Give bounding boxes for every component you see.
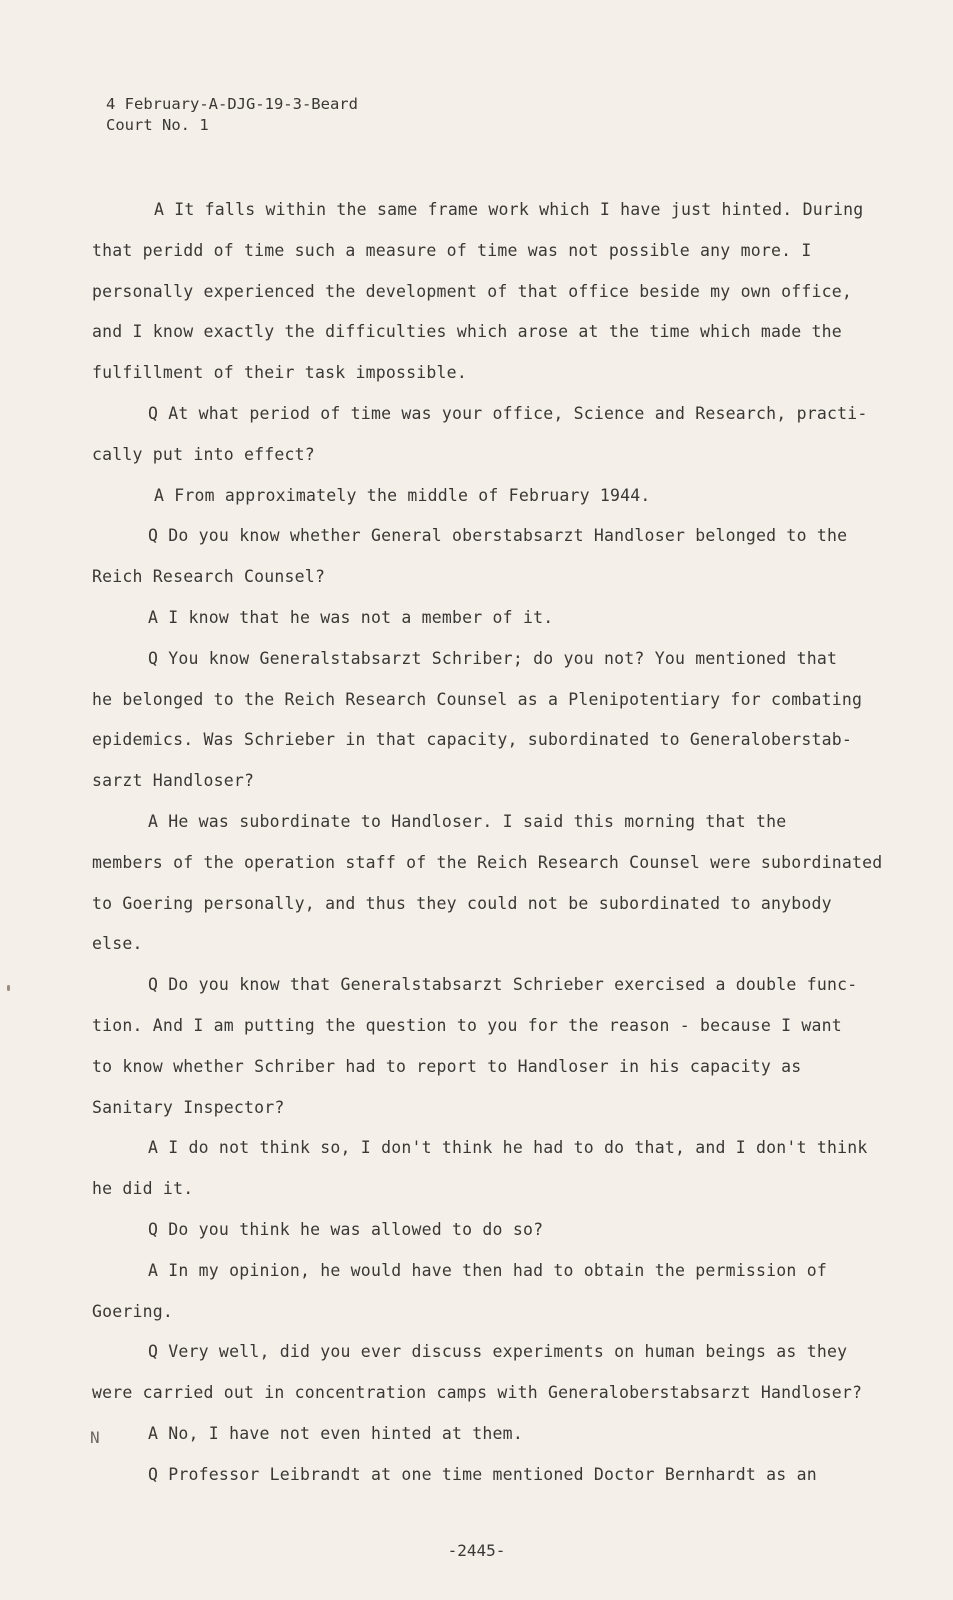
transcript-line: Q Do you know that Generalstabsarzt Schrieber exercised a double func-: [148, 975, 858, 995]
transcript-body: [92, 190, 912, 1496]
transcript-line: Sanitary Inspector?: [92, 1097, 285, 1117]
transcript-line: he did it.: [92, 1179, 194, 1199]
margin-note: N: [90, 1428, 100, 1447]
document-header: [106, 94, 358, 136]
transcript-line: Q Do you think he was allowed to do so?: [148, 1219, 544, 1239]
transcript-line: A No, I have not even hinted at them.: [148, 1423, 523, 1443]
transcript-line: Q At what period of time was your office, Science and Research, practi-: [148, 403, 868, 423]
transcript-line: Q Professor Leibrandt at one time mentioned Doctor Bernhardt as an: [148, 1464, 817, 1484]
transcript-line: tion. And I am putting the question to you for the reason - because I want: [92, 1015, 842, 1035]
transcript-line: Goering.: [92, 1301, 174, 1321]
transcript-line: Q You know Generalstabsarzt Schriber; do you not? You mentioned that: [148, 648, 838, 668]
transcript-line: Q Do you know whether General oberstabsarzt Handloser belonged to the: [148, 526, 848, 546]
header-court: Court No. 1: [106, 116, 209, 134]
transcript-line: that peridd of time such a measure of time was not possible any more. I: [92, 240, 812, 260]
header-reference: 4 February-A-DJG-19-3-Beard: [106, 95, 358, 113]
transcript-line: sarzt Handloser?: [92, 771, 255, 791]
transcript-line: fulfillment of their task impossible.: [92, 363, 467, 383]
transcript-line: Reich Research Counsel?: [92, 567, 326, 587]
transcript-line: Q Very well, did you ever discuss experiments on human beings as they: [148, 1342, 848, 1362]
transcript-line: to Goering personally, and thus they could not be subordinated to anybody: [92, 893, 832, 913]
transcript-line: personally experienced the development of that office beside my own office,: [92, 281, 853, 301]
transcript-line: cally put into effect?: [92, 444, 315, 464]
transcript-line: A In my opinion, he would have then had to obtain the permission of: [148, 1260, 827, 1280]
transcript-line: A I do not think so, I don't think he had to do that, and I don't think: [148, 1138, 868, 1158]
transcript-line: to know whether Schriber had to report to Handloser in his capacity as: [92, 1056, 802, 1076]
transcript-line: were carried out in concentration camps with Generaloberstabsarzt Handloser?: [92, 1383, 863, 1403]
transcript-line: epidemics. Was Schrieber in that capacity, subordinated to Generaloberstab-: [92, 730, 853, 750]
transcript-line: and I know exactly the difficulties which arose at the time which made the: [92, 322, 842, 342]
transcript-line: he belonged to the Reich Research Counsel as a Plenipotentiary for combating: [92, 689, 863, 709]
paper-speck: [7, 985, 10, 991]
transcript-line: A It falls within the same frame work which I have just hinted. During: [154, 200, 864, 219]
transcript-line: A From approximately the middle of February 1944.: [154, 485, 651, 505]
transcript-line: else.: [92, 934, 143, 954]
transcript-line: members of the operation staff of the Reich Research Counsel were subordinated: [92, 852, 883, 872]
transcript-line: A He was subordinate to Handloser. I said this morning that the: [148, 811, 787, 831]
transcript-line: A I know that he was not a member of it.: [148, 607, 554, 627]
page-number: -2445-: [447, 1541, 506, 1560]
